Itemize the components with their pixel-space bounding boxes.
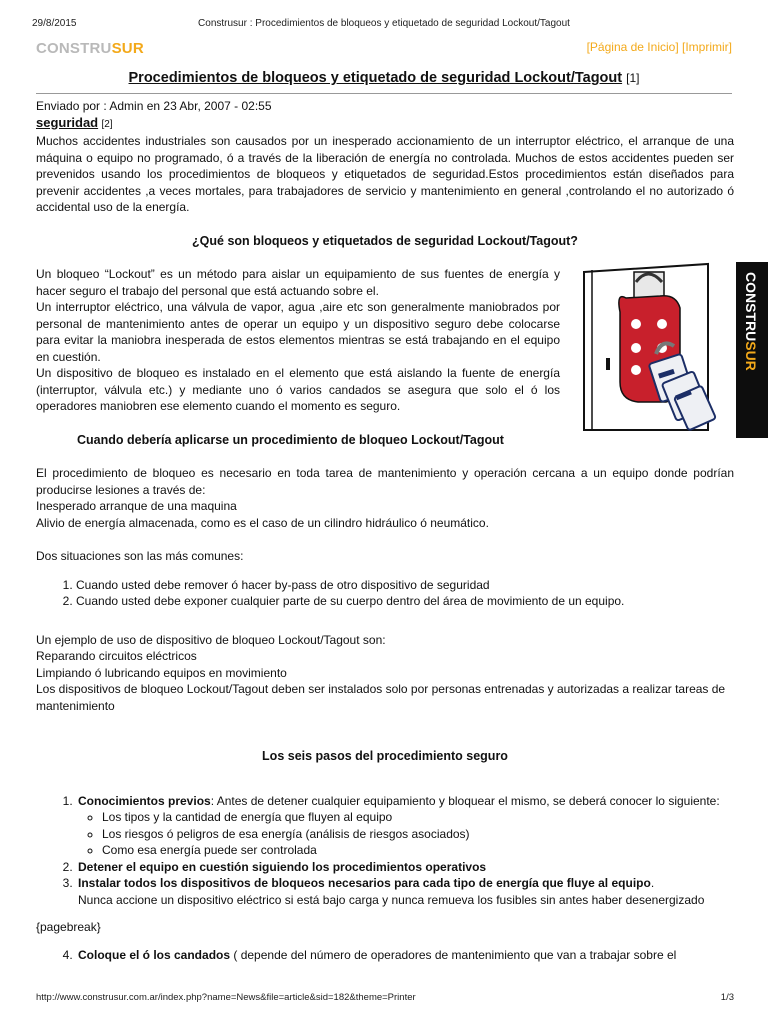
section-heading-what: ¿Qué son bloqueos y etiquetados de seguridad Lockout/Tagout?: [192, 233, 578, 248]
lockout-text: [36, 266, 560, 415]
category-link[interactable]: seguridad: [36, 114, 99, 130]
footer-url: http://www.construsur.com.ar/index.php?name=News&file=article&sid=182&theme=Printer: [36, 992, 416, 1003]
lockout-paragraph-2: Un interruptor eléctrico, una válvula de vapor, agua ,aire etc son generalmente maniobrados por personal de mantenimiento antes de operar un equipo y un dispositivo seguro debe colocarse para evitar la maniobra inesperada de estos elementos mientras se está trabajando en el equipo en cuestión.: [36, 300, 560, 364]
step-3-text: Nunca accione un dispositivo eléctrico si está bajo carga y nunca remueva los fusibles sin antes haber desenergizado: [78, 892, 705, 907]
home-link[interactable]: [Página de Inicio]: [586, 40, 679, 54]
example-line-2: Limpiando ó lubricando equipos en movimiento: [36, 665, 287, 680]
when-line-1: Inesperado arranque de una maquina: [36, 499, 237, 513]
category-line: [36, 115, 734, 134]
article-title-ref: [1]: [626, 71, 640, 85]
common-situations-list: [36, 577, 734, 610]
page-number: 1/3: [720, 992, 734, 1003]
six-steps-list-continued: [36, 947, 734, 964]
article-title-text[interactable]: Procedimientos de bloqueos y etiquetado de seguridad Lockout/Tagout: [128, 70, 623, 86]
lockout-paragraph-3: Un dispositivo de bloqueo es instalado en el elemento que está aislando la fuente de energía (interruptor, válvula etc.) y mediante uno ó varios candados se asegura que solo el ó los operadores maniobren ese elemento cuando el momento es seguro.: [36, 366, 560, 413]
article-body: [36, 98, 759, 963]
brand-logo: [36, 40, 144, 57]
lockout-hasp-image: [576, 262, 768, 438]
lockout-section: [36, 266, 759, 415]
step-2-label: Detener el equipo en cuestión siguiendo los procedimientos operativos: [78, 859, 487, 874]
category-ref: [2]: [101, 118, 113, 130]
image-brand-part1: CONSTRU: [743, 272, 759, 342]
step-4-label: Coloque el ó los candados: [78, 947, 231, 962]
when-line-2: Alivio de energía almacenada, como es el caso de un cilindro hidráulico ó neumático.: [36, 515, 489, 530]
posted-by: Enviado por : Admin en 23 Abr, 2007 - 02:55: [36, 99, 272, 113]
step-4-text: ( depende del número de operadores de mantenimiento que van a trabajar sobre el: [230, 947, 677, 962]
step-1-label: Conocimientos previos: [78, 793, 211, 808]
step-1-text: : Antes de detener cualquier equipamiento y bloquear el mismo, se deberá conocer lo siguiente:: [210, 793, 720, 808]
title-divider: [36, 93, 732, 94]
print-link[interactable]: [Imprimir]: [682, 40, 732, 54]
print-header: [0, 18, 768, 32]
list-item: ◦ Los riesgos ó peligros de esa energía (análisis de riesgos asociados): [102, 826, 734, 843]
step-3-tail: .: [650, 876, 655, 890]
article-title: [0, 70, 768, 86]
print-date: 29/8/2015: [32, 18, 77, 29]
brand-part2: SUR: [111, 40, 144, 57]
top-links: [587, 40, 732, 54]
list-item: 1. Cuando usted debe remover ó hacer by-pass de otro dispositivo de seguridad: [76, 577, 734, 594]
image-brand-part2: SUR: [743, 341, 759, 371]
devices-paragraph: Los dispositivos de bloqueo Lockout/Tagout deben ser instalados solo por personas entrenadas y autorizadas a realizar tareas de mantenimiento: [36, 682, 726, 713]
step-item-3: [76, 875, 734, 908]
example-paragraph: Un ejemplo de uso de dispositivo de bloqueo Lockout/Tagout son:: [36, 632, 386, 647]
list-item: 2. Cuando usted debe exponer cualquier parte de su cuerpo dentro del área de movimiento de un equipo.: [76, 593, 734, 610]
print-title: Construsur : Procedimientos de bloqueos y etiquetado de seguridad Lockout/Tagout: [198, 18, 570, 29]
step-3-label: Instalar todos los dispositivos de bloqueos necesarios para cada tipo de energía que fluye al equipo: [78, 876, 651, 890]
step-item-4: [76, 947, 734, 964]
list-item: ◦ Como esa energía puede ser controlada: [102, 842, 734, 859]
six-steps-list: [36, 793, 734, 909]
lockout-paragraph-1: Un bloqueo “Lockout” es un método para aislar un equipamiento de sus fuentes de energía y hacer seguro el trabajo del personal que está actuando sobre el.: [36, 267, 560, 298]
list-item: ◦ Los tipos y la cantidad de energía que fluyen al equipo: [102, 809, 734, 826]
step-item-2: [76, 859, 734, 876]
brand-part1: CONSTRU: [36, 40, 112, 57]
pagebreak-marker: {pagebreak}: [36, 920, 101, 934]
step-item-1: [76, 793, 734, 859]
section-heading-when: Cuando debería aplicarse un procedimiento de bloqueo Lockout/Tagout: [77, 432, 504, 447]
image-brand-text: [743, 272, 759, 371]
intro-paragraph: Muchos accidentes industriales son causados por un inesperado accionamiento de un interruptor eléctrico, el arranque de una máquina o equipo no programado, ó a través de la liberación de energía no controlada. Muchos de estos accidentes pueden ser prevenidos usando los procedimientos de bloqueos y etiquetados de seguridad.Estos procedimientos están diseñados para prevenir accidentes ,a veces mortales, para trabajadores de servicio y mantenimiento en general ,controlando el no autorizado ó accidental uso de la energía.: [36, 134, 734, 214]
step-1-sublist: [78, 809, 734, 859]
section-heading-steps: Los seis pasos del procedimiento seguro: [262, 749, 508, 763]
when-paragraph-2: Dos situaciones son las más comunes:: [36, 549, 244, 563]
when-paragraph-1: El procedimiento de bloqueo es necesario en toda tarea de mantenimiento y operación cercana a un equipo donde podrían producirse lesiones a través de:: [36, 466, 734, 497]
example-line-1: Reparando circuitos eléctricos: [36, 649, 197, 663]
